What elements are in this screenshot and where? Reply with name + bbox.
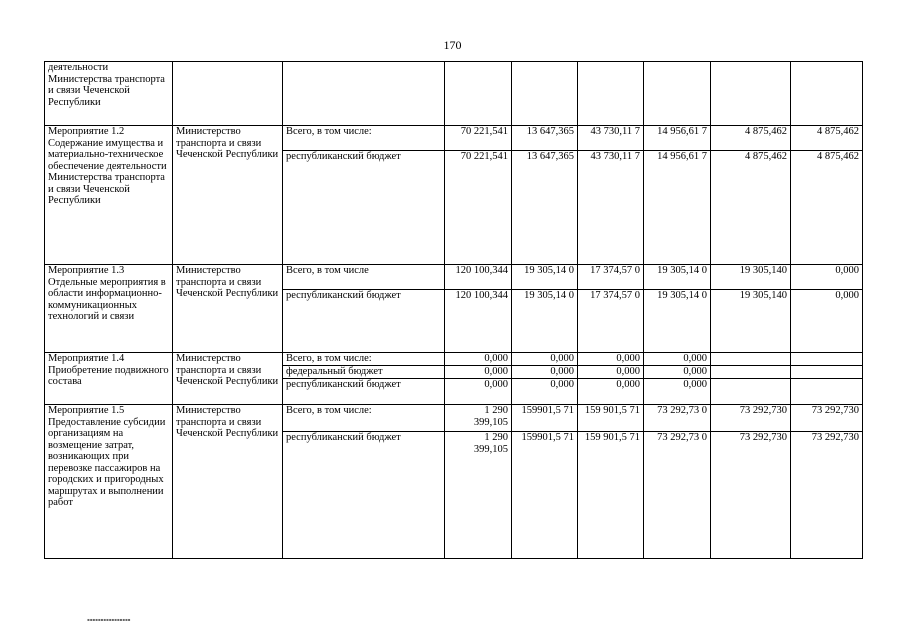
measure-name-cell: Мероприятие 1.3 Отдельные мероприятия в области информационно-коммуникационных технологий и связи [45, 265, 173, 353]
measure-name-cell: Мероприятие 1.5 Предоставление субсидии организациям на возмещение затрат, возникающих при перевозке пассажиров на городских и пригородных маршрутах и выполнении работ [45, 405, 173, 559]
amount-cell: 19 305,140 [711, 265, 791, 290]
amount-cell: 0,000 [791, 290, 863, 353]
amount-cell: 1 290 399,105 [445, 405, 512, 432]
amount-cell: 4 875,462 [791, 151, 863, 265]
amount-cell: 43 730,11 7 [578, 151, 644, 265]
amount-cell [791, 62, 863, 126]
amount-cell: 73 292,73 0 [644, 432, 711, 559]
amount-cell: 13 647,365 [512, 126, 578, 151]
amount-cell: 19 305,14 0 [644, 290, 711, 353]
amount-cell: 73 292,730 [791, 405, 863, 432]
funding-source-cell: республиканский бюджет [283, 151, 445, 265]
amount-cell [445, 62, 512, 126]
amount-cell: 120 100,344 [445, 265, 512, 290]
amount-cell [711, 379, 791, 405]
funding-source-cell: Всего, в том числе: [283, 353, 445, 366]
amount-cell: 0,000 [578, 366, 644, 379]
funding-source-cell: республиканский бюджет [283, 290, 445, 353]
amount-cell: 4 875,462 [711, 151, 791, 265]
amount-cell [512, 62, 578, 126]
table-row [45, 265, 863, 290]
funding-source-cell: республиканский бюджет [283, 379, 445, 405]
amount-cell: 0,000 [445, 366, 512, 379]
amount-cell: 19 305,14 0 [512, 290, 578, 353]
amount-cell: 0,000 [791, 265, 863, 290]
executor-cell: Министерство транспорта и связи Чеченской Республики [173, 126, 283, 265]
amount-cell: 14 956,61 7 [644, 126, 711, 151]
amount-cell: 0,000 [644, 366, 711, 379]
amount-cell: 0,000 [512, 366, 578, 379]
amount-cell [711, 366, 791, 379]
amount-cell: 14 956,61 7 [644, 151, 711, 265]
amount-cell: 73 292,73 0 [644, 405, 711, 432]
table-row [45, 126, 863, 151]
measure-name-cell: Мероприятие 1.4 Приобретение подвижного состава [45, 353, 173, 405]
amount-cell [791, 379, 863, 405]
funding-source-cell: Всего, в том числе [283, 265, 445, 290]
amount-cell [791, 366, 863, 379]
measure-name-cell: Мероприятие 1.2 Содержание имущества и материально-техническое обеспечение деятельности Министерства транспорта и связи Чеченской Республики [45, 126, 173, 265]
amount-cell: 0,000 [578, 353, 644, 366]
executor-cell [173, 62, 283, 126]
amount-cell: 19 305,140 [711, 290, 791, 353]
amount-cell [711, 353, 791, 366]
amount-cell: 1 290 399,105 [445, 432, 512, 559]
measure-name-cell: деятельности Министерства транспорта и связи Чеченской Республики [45, 62, 173, 126]
amount-cell: 0,000 [445, 379, 512, 405]
amount-cell: 120 100,344 [445, 290, 512, 353]
table-row [45, 405, 863, 432]
table-row [45, 353, 863, 366]
footer-watermark: ▪▪▪▪▪▪▪▪▪▪▪▪▪▪▪▪ [87, 617, 131, 622]
funding-source-cell: республиканский бюджет [283, 432, 445, 559]
amount-cell: 0,000 [512, 379, 578, 405]
amount-cell [711, 62, 791, 126]
amount-cell [791, 353, 863, 366]
amount-cell [578, 62, 644, 126]
amount-cell: 73 292,730 [711, 405, 791, 432]
amount-cell: 19 305,14 0 [644, 265, 711, 290]
table-row [45, 62, 863, 126]
amount-cell: 13 647,365 [512, 151, 578, 265]
amount-cell: 159 901,5 71 [578, 405, 644, 432]
amount-cell: 70 221,541 [445, 126, 512, 151]
amount-cell: 19 305,14 0 [512, 265, 578, 290]
amount-cell: 73 292,730 [711, 432, 791, 559]
executor-cell: Министерство транспорта и связи Чеченской Республики [173, 405, 283, 559]
funding-source-cell: Всего, в том числе: [283, 126, 445, 151]
amount-cell: 43 730,11 7 [578, 126, 644, 151]
amount-cell: 17 374,57 0 [578, 265, 644, 290]
amount-cell: 73 292,730 [791, 432, 863, 559]
amount-cell: 0,000 [512, 353, 578, 366]
funding-source-cell [283, 62, 445, 126]
amount-cell: 4 875,462 [791, 126, 863, 151]
amount-cell: 159901,5 71 [512, 405, 578, 432]
amount-cell: 17 374,57 0 [578, 290, 644, 353]
executor-cell: Министерство транспорта и связи Чеченской Республики [173, 353, 283, 405]
amount-cell: 4 875,462 [711, 126, 791, 151]
amount-cell: 159901,5 71 [512, 432, 578, 559]
funding-source-cell: федеральный бюджет [283, 366, 445, 379]
amount-cell: 0,000 [445, 353, 512, 366]
amount-cell: 0,000 [578, 379, 644, 405]
budget-table [44, 61, 863, 559]
amount-cell: 0,000 [644, 353, 711, 366]
amount-cell: 70 221,541 [445, 151, 512, 265]
amount-cell: 159 901,5 71 [578, 432, 644, 559]
amount-cell [644, 62, 711, 126]
page-number: 170 [443, 38, 462, 52]
executor-cell: Министерство транспорта и связи Чеченской Республики [173, 265, 283, 353]
funding-source-cell: Всего, в том числе: [283, 405, 445, 432]
amount-cell: 0,000 [644, 379, 711, 405]
